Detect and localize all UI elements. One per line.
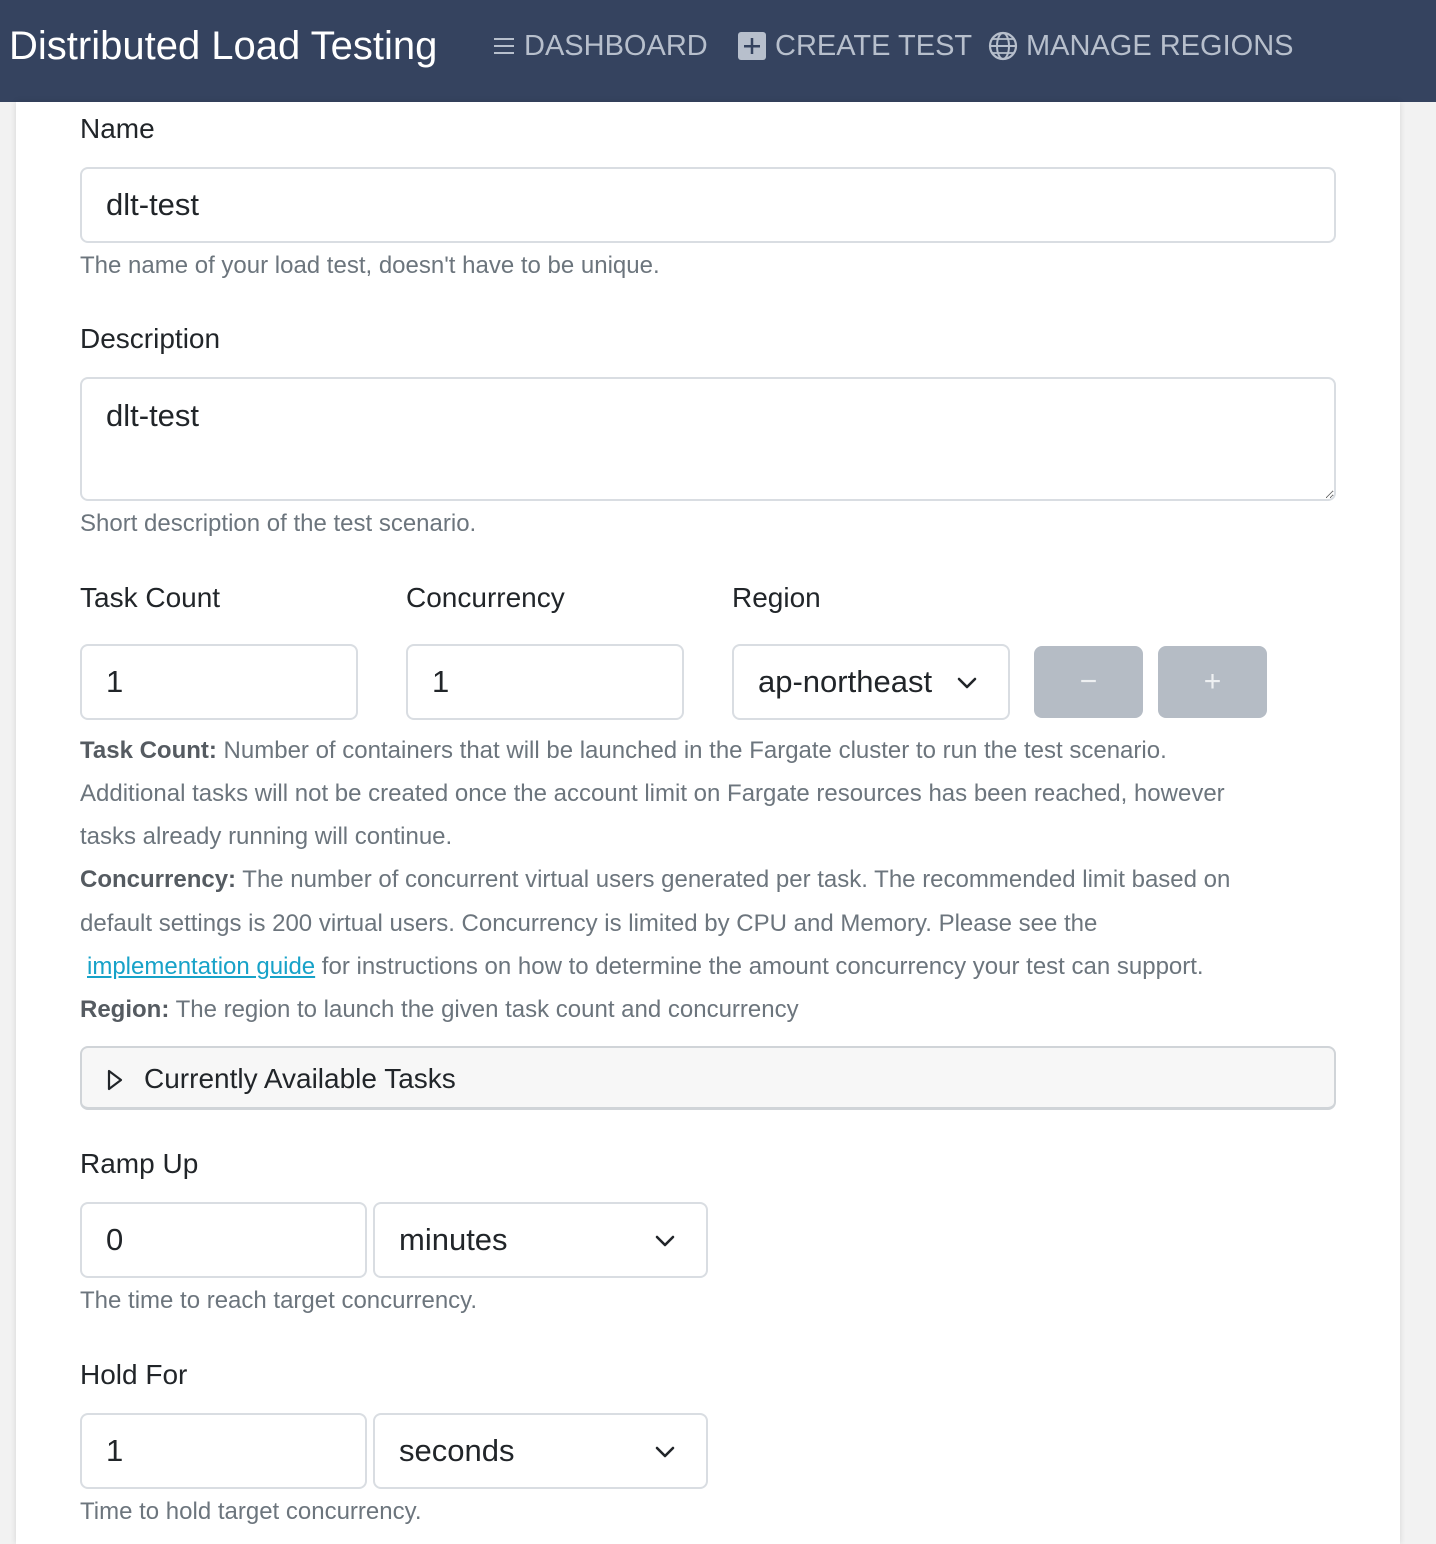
name-label: Name [80,113,155,144]
region-select-value: ap-northeast [758,664,933,699]
region-info-line [80,988,799,1031]
task-count-info-line1 [80,729,1167,772]
hold-for-unit-value: seconds [399,1433,515,1468]
chevron-down-icon [654,1230,676,1252]
available-tasks-label: Currently Available Tasks [144,1063,456,1094]
name-input[interactable] [80,167,1336,243]
chevron-down-icon [654,1441,676,1463]
concurrency-info-line1 [80,858,1230,901]
region-info-text: The region to launch the given task count and concurrency [169,996,799,1023]
task-count-info-text1: Number of containers that will be launched in the Fargate cluster to run the test scenario. [216,737,1167,764]
add-region-button[interactable]: + [1158,646,1267,718]
concurrency-info-line2: default settings is 200 virtual users. Concurrency is limited by CPU and Memory. Please see the [80,910,1098,937]
concurrency-info-text1: The number of concurrent virtual users generated per task. The recommended limit based on [236,866,1231,893]
description-textarea[interactable] [80,377,1336,501]
hold-for-unit-select[interactable] [373,1413,708,1489]
nav-create-test[interactable] [737,26,972,66]
hold-for-input[interactable] [80,1413,367,1489]
concurrency-info-line3 [80,945,1204,988]
task-count-info-title: Task Count: [80,737,217,764]
ramp-up-input[interactable] [80,1202,367,1278]
plus-square-icon [737,31,767,61]
hold-for-help: Time to hold target concurrency. [80,1498,422,1525]
concurrency-info-text3: for instructions on how to determine the amount concurrency your test can support. [315,953,1204,980]
nav-manage-regions-label: MANAGE REGIONS [1026,29,1294,62]
region-label: Region [732,582,821,613]
ramp-up-unit-value: minutes [399,1222,508,1257]
list-icon [492,35,516,57]
task-count-info-line2: Additional tasks will not be created once the account limit on Fargate resources has been reached, however [80,780,1225,807]
concurrency-input[interactable] [406,644,684,720]
brand-title[interactable]: Distributed Load Testing [9,24,438,68]
available-tasks-toggle[interactable] [80,1046,1336,1110]
implementation-guide-link[interactable]: implementation guide [87,953,316,980]
nav-dashboard-label: DASHBOARD [524,29,708,62]
description-label: Description [80,323,221,354]
name-help: The name of your load test, doesn't have to be unique. [80,252,660,279]
nav-dashboard[interactable] [492,26,708,66]
globe-icon [988,31,1018,61]
task-count-info-line3: tasks already running will continue. [80,823,453,850]
region-info-title: Region: [80,996,170,1023]
concurrency-label: Concurrency [406,582,565,613]
nav-create-test-label: CREATE TEST [775,29,973,62]
ramp-up-unit-select[interactable] [373,1202,708,1278]
chevron-down-icon [956,672,978,694]
ramp-up-help: The time to reach target concurrency. [80,1287,478,1314]
navbar [0,0,1436,102]
hold-for-label: Hold For [80,1359,188,1390]
nav-manage-regions[interactable] [988,26,1294,66]
task-count-label: Task Count [80,582,221,613]
triangle-right-icon [106,1068,124,1092]
remove-region-button[interactable]: − [1034,646,1143,718]
concurrency-info-title: Concurrency: [80,866,237,893]
ramp-up-label: Ramp Up [80,1148,199,1179]
task-count-input[interactable] [80,644,358,720]
region-select[interactable] [732,644,1010,720]
description-help: Short description of the test scenario. [80,510,477,537]
